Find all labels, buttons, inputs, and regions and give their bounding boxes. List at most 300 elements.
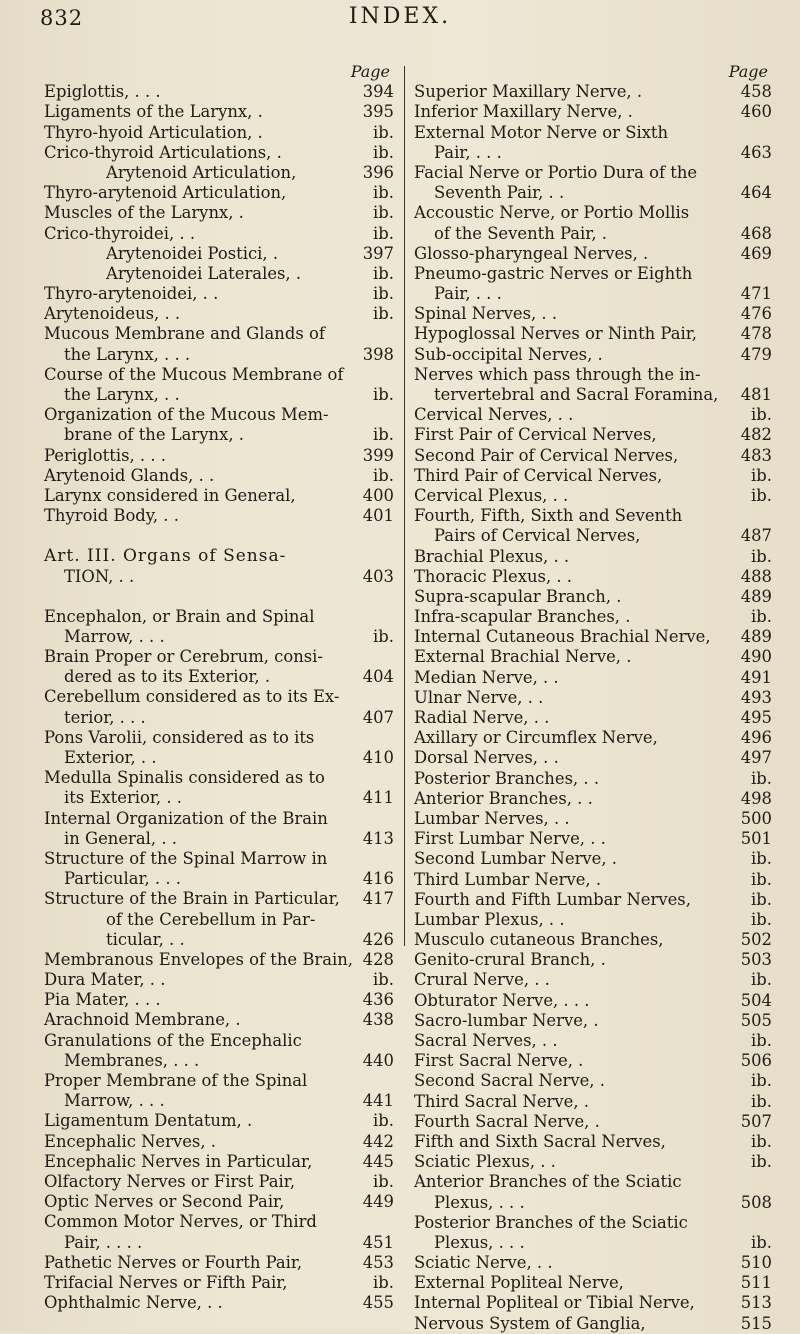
index-entry	[44, 546, 394, 566]
entry-title: Accoustic Nerve, or Portio Mollis	[414, 203, 690, 223]
entry-page: 469	[740, 243, 772, 263]
index-entry	[414, 1011, 772, 1031]
entry-page: ib.	[373, 142, 394, 162]
entry-title: Fourth Sacral Nerve, .	[414, 1111, 600, 1131]
entry-title: Second Pair of Cervical Nerves,	[414, 445, 679, 465]
entry-title: External Popliteal Nerve,	[414, 1273, 624, 1293]
entry-page	[354, 647, 394, 667]
index-entry	[44, 1111, 394, 1131]
entry-title: Internal Organization of the Brain	[44, 808, 328, 828]
index-entry	[44, 506, 394, 526]
index-entry	[44, 102, 394, 122]
entry-page: ib.	[751, 546, 772, 566]
entry-page: 501	[740, 829, 772, 849]
entry-page: 453	[362, 1252, 394, 1272]
entry-page: 445	[362, 1151, 394, 1171]
entry-title: Sciatic Plexus, . .	[414, 1152, 556, 1172]
entry-page: 449	[362, 1192, 394, 1212]
entry-title: Thyro-arytenoid Articulation,	[44, 183, 287, 203]
entry-page: 505	[740, 1010, 772, 1030]
entry-title: Brain Proper or Cerebrum, consi-	[44, 647, 323, 667]
entry-title: Radial Nerve, . .	[414, 708, 550, 727]
index-entry	[44, 385, 394, 405]
entry-title: Pathetic Nerves or Fourth Pair,	[44, 1252, 303, 1272]
index-entry	[44, 1051, 394, 1071]
entry-title: Lumbar Nerves, . .	[414, 808, 570, 828]
index-entry	[44, 708, 394, 728]
index-entry	[44, 1010, 394, 1030]
entry-page	[354, 849, 394, 869]
index-entry	[44, 990, 394, 1010]
entry-title: Arachnoid Membrane, .	[44, 1010, 241, 1030]
entry-page: 481	[740, 385, 772, 404]
index-entry	[414, 284, 772, 304]
entry-title: Superior Maxillary Nerve, .	[414, 82, 643, 102]
index-entry	[414, 425, 772, 445]
entry-page: 397	[362, 243, 394, 263]
entry-title: Sub-occipital Nerves, .	[414, 344, 603, 364]
entry-title: Dorsal Nerves, . .	[414, 748, 559, 768]
index-entry	[414, 183, 772, 203]
entry-title: Anterior Branches of the Sciatic	[414, 1172, 682, 1192]
index-entry	[44, 1212, 394, 1232]
entry-page: 508	[740, 1192, 772, 1212]
entry-title: Pons Varolii, considered as to its	[44, 727, 315, 747]
entry-title: Art. III. Organs of Sensa-	[44, 546, 287, 567]
entry-page: ib.	[373, 385, 394, 404]
index-entry	[414, 647, 772, 667]
index-entry	[414, 708, 772, 728]
entry-title: Membranous Envelopes of the Brain,	[44, 949, 353, 969]
index-entry	[44, 607, 394, 627]
index-entry	[414, 870, 772, 890]
entry-title: Spinal Nerves, . .	[414, 304, 558, 324]
entry-title: Medulla Spinalis considered as to	[44, 768, 325, 788]
entry-page: 479	[740, 344, 772, 364]
entry-page: 411	[362, 788, 394, 808]
entry-page	[732, 1213, 772, 1233]
entry-title: External Brachial Nerve, .	[414, 647, 632, 667]
index-entry	[414, 607, 772, 627]
entry-title: Plexus, . . .	[434, 1192, 525, 1212]
index-entry	[44, 1253, 394, 1273]
entry-page	[732, 506, 772, 526]
entry-page	[354, 768, 394, 788]
entry-title: Fourth and Fifth Lumbar Nerves,	[414, 889, 691, 909]
entry-page: ib.	[373, 425, 394, 445]
entry-title: of the Cerebellum in Par-	[106, 909, 316, 929]
index-entry	[44, 910, 394, 930]
index-entry	[414, 405, 772, 425]
entry-page: 417	[362, 889, 394, 909]
entry-title: Ophthalmic Nerve, . .	[44, 1293, 223, 1313]
index-entry	[414, 244, 772, 264]
entry-page: 463	[740, 142, 772, 162]
entry-page: ib.	[751, 465, 772, 485]
entry-title: First Lumbar Nerve, . .	[414, 829, 606, 849]
index-entry	[44, 203, 394, 223]
entry-title: Common Motor Nerves, or Third	[44, 1212, 317, 1232]
entry-title: Nerves which pass through the in-	[414, 364, 701, 384]
entry-page: ib.	[751, 849, 772, 869]
index-entry	[414, 668, 772, 688]
entry-page: ib.	[373, 970, 394, 990]
entry-title: Third Sacral Nerve, .	[414, 1091, 589, 1111]
entry-page: 502	[740, 930, 772, 950]
entry-title: Dura Mater, . .	[44, 970, 166, 990]
entry-page	[354, 546, 394, 566]
entry-title: Axillary or Circumflex Nerve,	[414, 728, 658, 748]
entry-title: Thoracic Plexus, . .	[414, 566, 573, 586]
entry-page: ib.	[373, 304, 394, 324]
entry-page: ib.	[751, 768, 772, 788]
index-entry	[414, 1172, 772, 1192]
entry-page: 498	[740, 788, 772, 808]
index-entry	[414, 748, 772, 768]
entry-title: Nervous System of Ganglia,	[414, 1313, 646, 1333]
entry-page: 489	[740, 627, 772, 647]
index-entry	[414, 970, 772, 990]
entry-title: TION, . .	[64, 566, 135, 586]
entry-page: 503	[740, 950, 772, 970]
index-entry	[414, 991, 772, 1011]
index-entry	[44, 667, 394, 687]
index-entry	[44, 627, 394, 647]
index-entry	[414, 789, 772, 809]
index-entry	[414, 82, 772, 102]
entry-title: Inferior Maxillary Nerve, .	[414, 102, 633, 122]
entry-title: Muscles of the Larynx, .	[44, 203, 244, 223]
entry-page: 394	[362, 82, 394, 102]
entry-title: Sciatic Nerve, . .	[414, 1253, 553, 1273]
entry-title: its Exterior, . .	[64, 788, 182, 808]
entry-title: Sacral Nerves, . .	[414, 1031, 558, 1050]
entry-page: ib.	[373, 284, 394, 304]
entry-page: ib.	[751, 607, 772, 627]
entry-page: 507	[740, 1111, 772, 1131]
entry-page: 410	[362, 748, 394, 767]
entry-title: Marrow, . . .	[64, 1091, 165, 1111]
entry-page: 399	[362, 445, 394, 465]
index-entry	[44, 123, 394, 143]
entry-title: Pia Mater, . . .	[44, 990, 161, 1010]
entry-page: 490	[740, 647, 772, 667]
page-column-label: Page	[728, 62, 768, 81]
entry-title: Internal Popliteal or Tibial Nerve,	[414, 1293, 695, 1313]
index-entry	[44, 284, 394, 304]
entry-title: Structure of the Brain in Particular,	[44, 889, 340, 909]
entry-title: Sacro-lumbar Nerve, .	[414, 1010, 599, 1030]
entry-title: Ligaments of the Larynx, .	[44, 102, 263, 122]
entry-title: Arytenoid Articulation,	[106, 162, 297, 182]
index-entry	[414, 567, 772, 587]
entry-title: Crico-thyroidei, . .	[44, 223, 196, 243]
entry-page	[732, 163, 772, 183]
index-entry	[44, 687, 394, 707]
entry-page	[354, 405, 394, 425]
entry-page: ib.	[373, 465, 394, 485]
entry-title: Pair, . . .	[434, 284, 502, 304]
section-spacer	[44, 526, 394, 546]
entry-page	[354, 809, 394, 829]
entry-page: 489	[740, 586, 772, 606]
entry-title: Particular, . . .	[64, 869, 181, 889]
entry-page: 428	[362, 949, 394, 969]
entry-page: 458	[740, 82, 772, 102]
entry-page: ib.	[373, 1111, 394, 1131]
index-entry	[44, 183, 394, 203]
entry-title: in General, . .	[64, 828, 177, 848]
index-entry	[414, 365, 772, 385]
entry-page: 468	[740, 223, 772, 243]
index-entry	[414, 1112, 772, 1132]
index-entry	[414, 1071, 772, 1091]
index-entry	[44, 345, 394, 365]
index-entry	[44, 1132, 394, 1152]
entry-page: 478	[740, 324, 772, 344]
entry-page: 398	[362, 344, 394, 364]
index-entry	[414, 627, 772, 647]
entry-page: 460	[740, 102, 772, 122]
entry-title: Pneumo-gastric Nerves or Eighth	[414, 263, 693, 283]
index-entry	[414, 930, 772, 950]
index-entry	[44, 304, 394, 324]
running-title: INDEX.	[348, 4, 452, 29]
entry-title: Ligamentum Dentatum, .	[44, 1111, 253, 1131]
entry-title: Anterior Branches, . .	[414, 788, 593, 808]
entry-title: Musculo cutaneous Branches,	[414, 930, 664, 950]
entry-page	[354, 728, 394, 748]
entry-page: ib.	[751, 869, 772, 889]
entry-title: Crural Nerve, . .	[414, 970, 550, 990]
entry-page: 491	[740, 667, 772, 687]
entry-page: ib.	[373, 263, 394, 283]
entry-page	[732, 203, 772, 223]
entry-title: Posterior Branches of the Sciatic	[414, 1212, 688, 1232]
entry-page: 455	[362, 1293, 394, 1313]
index-entry	[414, 324, 772, 344]
index-entry	[414, 809, 772, 829]
entry-page: 413	[362, 828, 394, 848]
entry-title: the Larynx, . . .	[64, 344, 191, 364]
entry-title: Fourth, Fifth, Sixth and Seventh	[414, 506, 683, 526]
entry-page: 504	[740, 990, 772, 1010]
section-spacer	[44, 587, 394, 607]
index-entry	[414, 890, 772, 910]
entry-title: Marrow, . . .	[64, 626, 165, 646]
index-entry	[414, 829, 772, 849]
index-entry	[414, 1233, 772, 1253]
entry-page	[354, 687, 394, 707]
entry-page: 482	[740, 425, 772, 445]
index-entry	[44, 82, 394, 102]
entry-page: 515	[740, 1313, 772, 1333]
entry-page: ib.	[373, 203, 394, 223]
entry-title: of the Seventh Pair, .	[434, 223, 607, 243]
entry-title: Epiglottis, . . .	[44, 82, 161, 102]
entry-title: Posterior Branches, . .	[414, 768, 600, 788]
index-entry	[44, 869, 394, 889]
entry-page: ib.	[373, 1272, 394, 1292]
entry-title: brane of the Larynx, .	[64, 425, 244, 445]
entry-title: Course of the Mucous Membrane of	[44, 364, 344, 384]
index-entry	[414, 769, 772, 789]
entry-title: tervertebral and Sacral Foramina,	[434, 385, 719, 404]
entry-page: 440	[362, 1050, 394, 1070]
index-entry	[44, 425, 394, 445]
entry-title: Thyro-arytenoidei, . .	[44, 284, 219, 304]
entry-page: 438	[362, 1010, 394, 1030]
entry-page	[354, 324, 394, 344]
entry-title: Arytenoidei Laterales, .	[106, 263, 302, 283]
index-entry	[414, 910, 772, 930]
index-entry	[44, 728, 394, 748]
index-entry	[44, 244, 394, 264]
index-entry	[414, 143, 772, 163]
entry-page: ib.	[751, 1232, 772, 1252]
entry-page: ib.	[751, 1131, 772, 1151]
index-entry	[44, 1091, 394, 1111]
entry-title: Third Lumbar Nerve, .	[414, 869, 602, 889]
index-entry	[44, 1192, 394, 1212]
index-entry	[44, 849, 394, 869]
entry-title: Fifth and Sixth Sacral Nerves,	[414, 1131, 666, 1151]
entry-page: 436	[362, 990, 394, 1010]
index-entry	[44, 1273, 394, 1293]
entry-title: Cervical Nerves, . .	[414, 405, 574, 425]
entry-page: 493	[740, 687, 772, 707]
entry-title: Seventh Pair, . .	[434, 183, 565, 203]
index-entry	[414, 446, 772, 466]
entry-title: Glosso-pharyngeal Nerves, .	[414, 243, 649, 263]
entry-page: 483	[740, 445, 772, 465]
index-entry	[414, 849, 772, 869]
entry-title: Trifacial Nerves or Fifth Pair,	[44, 1272, 288, 1292]
index-entry	[44, 889, 394, 909]
entry-page: ib.	[751, 909, 772, 929]
index-entry	[44, 1031, 394, 1051]
index-entry	[414, 1031, 772, 1051]
entry-page	[354, 1071, 394, 1091]
entry-title: Granulations of the Encephalic	[44, 1030, 302, 1050]
entry-page	[732, 1172, 772, 1192]
entry-title: Encephalon, or Brain and Spinal	[44, 606, 315, 626]
index-entry	[414, 1092, 772, 1112]
entry-page: ib.	[751, 1071, 772, 1091]
entry-title: Third Pair of Cervical Nerves,	[414, 465, 663, 485]
entry-page: ib.	[751, 970, 772, 990]
index-entry	[44, 970, 394, 990]
index-entry	[44, 163, 394, 183]
entry-title: Ulnar Nerve, . .	[414, 687, 544, 707]
entry-page: 464	[740, 183, 772, 203]
index-entry	[44, 405, 394, 425]
entry-title: Arytenoideus, . .	[44, 304, 181, 324]
entry-page: 403	[362, 566, 394, 586]
index-entry	[44, 1233, 394, 1253]
entry-page: 488	[740, 566, 772, 586]
entry-page	[732, 365, 772, 385]
entry-title: First Pair of Cervical Nerves,	[414, 425, 657, 445]
index-entry	[414, 526, 772, 546]
entry-page	[732, 123, 772, 143]
index-entry	[414, 1132, 772, 1152]
index-entry	[414, 950, 772, 970]
index-entry	[414, 1152, 772, 1172]
index-entry	[414, 1253, 772, 1273]
entry-page: ib.	[751, 1031, 772, 1050]
entry-page: 441	[362, 1091, 394, 1111]
index-entry	[44, 466, 394, 486]
entry-title: Genito-crural Branch, .	[414, 950, 606, 970]
entry-page: ib.	[373, 1171, 394, 1191]
entry-title: Arytenoidei Postici, .	[106, 243, 279, 263]
index-entry	[414, 345, 772, 365]
index-entry	[414, 1213, 772, 1233]
index-entry	[414, 1273, 772, 1293]
index-entry	[414, 688, 772, 708]
entry-page: 404	[362, 667, 394, 687]
entry-title: Proper Membrane of the Spinal	[44, 1071, 308, 1090]
index-entry	[44, 1071, 394, 1091]
entry-title: Facial Nerve or Portio Dura of the	[414, 162, 698, 182]
entry-page: 495	[740, 708, 772, 727]
index-entry	[414, 224, 772, 244]
entry-title: Optic Nerves or Second Pair,	[44, 1192, 285, 1212]
entry-page: 506	[740, 1051, 772, 1071]
index-entry	[414, 547, 772, 567]
index-entry	[44, 567, 394, 587]
index-entry	[44, 486, 394, 506]
index-entry	[44, 768, 394, 788]
entry-page: ib.	[373, 223, 394, 243]
entry-page: 451	[362, 1232, 394, 1252]
entry-title: ticular, . .	[106, 929, 185, 949]
entry-title: Encephalic Nerves in Particular,	[44, 1151, 313, 1171]
entry-page: 395	[362, 102, 394, 122]
entry-title: Organization of the Mucous Mem-	[44, 405, 329, 425]
entry-title: Lumbar Plexus, . .	[414, 909, 565, 929]
index-entry	[414, 506, 772, 526]
entry-title: Larynx considered in General,	[44, 485, 296, 505]
index-entry	[414, 1193, 772, 1213]
index-entry	[44, 1152, 394, 1172]
column-divider	[404, 66, 405, 946]
index-entry	[44, 224, 394, 244]
entry-title: Exterior, . .	[64, 748, 157, 767]
entry-page: 511	[740, 1273, 772, 1293]
entry-page: ib.	[751, 1152, 772, 1172]
entry-page: ib.	[373, 122, 394, 142]
entry-title: Supra-scapular Branch, .	[414, 586, 622, 606]
entry-page	[354, 1031, 394, 1051]
index-entry	[414, 304, 772, 324]
index-entry	[44, 829, 394, 849]
index-entry	[414, 486, 772, 506]
entry-page: 510	[740, 1253, 772, 1273]
entry-page: 497	[740, 748, 772, 768]
entry-title: Pair, . . . .	[64, 1232, 143, 1252]
index-entry	[414, 163, 772, 183]
index-entry	[44, 930, 394, 950]
entry-page: 513	[740, 1293, 772, 1313]
entry-title: dered as to its Exterior, .	[64, 667, 271, 687]
entry-title: External Motor Nerve or Sixth	[414, 122, 669, 142]
entry-title: Structure of the Spinal Marrow in	[44, 848, 328, 868]
entry-title: Obturator Nerve, . . .	[414, 990, 590, 1010]
entry-title: Thyro-hyoid Articulation, .	[44, 122, 263, 142]
entry-page: 442	[362, 1131, 394, 1151]
